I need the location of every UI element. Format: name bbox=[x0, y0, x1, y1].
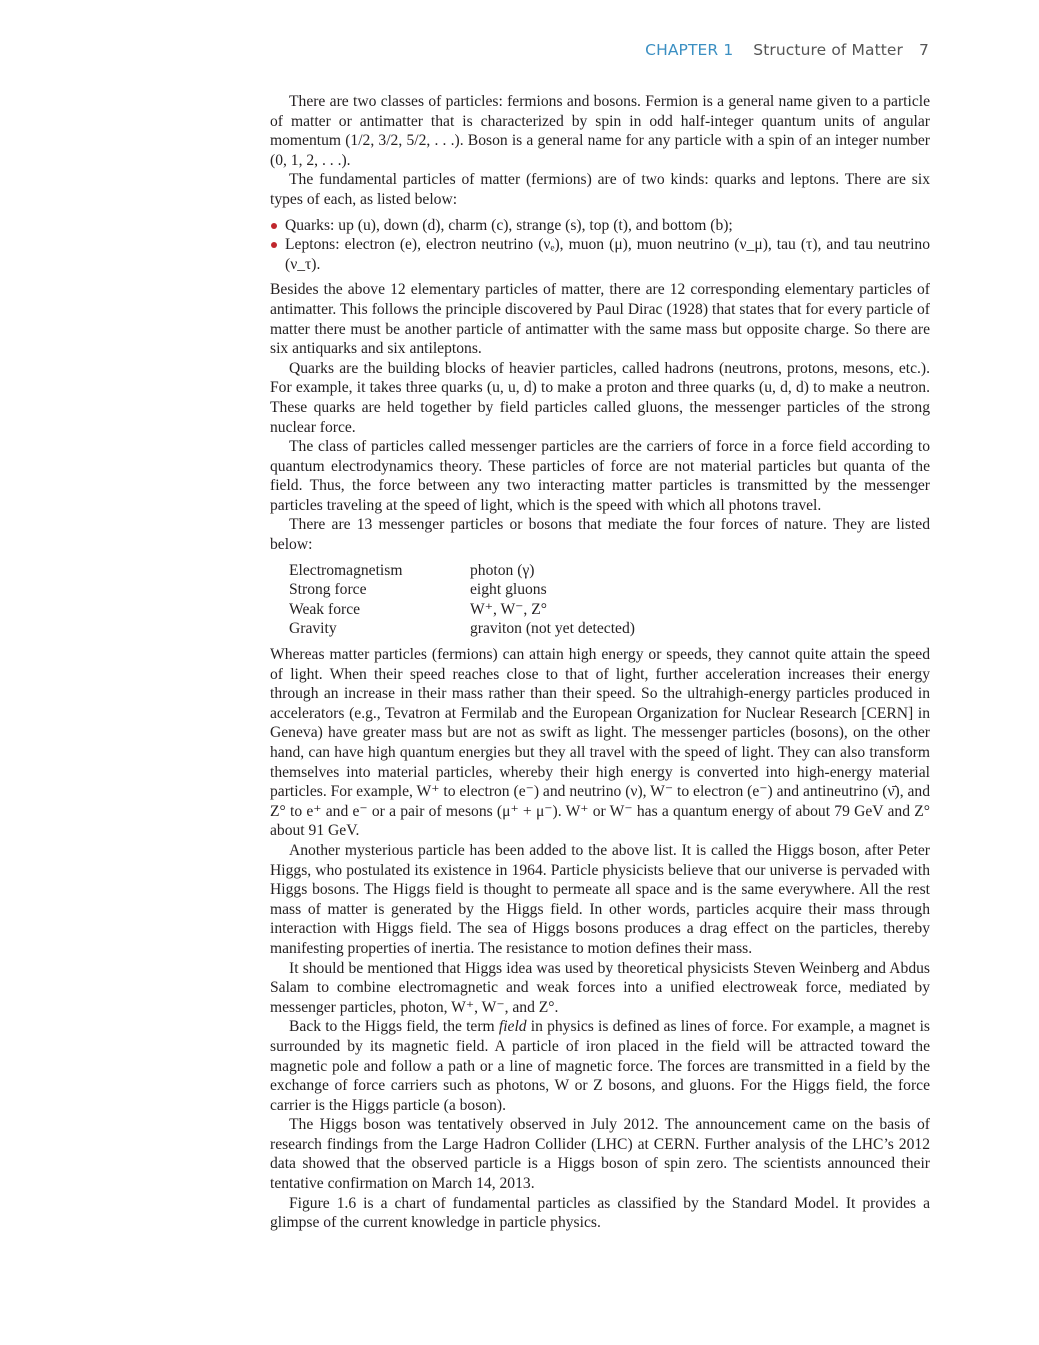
forces-table bbox=[289, 561, 635, 639]
table-row bbox=[289, 619, 635, 639]
chapter-title: Structure of Matter bbox=[753, 41, 904, 59]
paragraph: It should be mentioned that Higgs idea was used by theoretical physicists Steven Weinberg and Abdus Salam to combine electromagnetic and weak forces into a unified electroweak force, mediated by messenger particles, photon, W⁺, W⁻, and Z°. bbox=[270, 959, 930, 1016]
chapter-label: CHAPTER 1 bbox=[645, 41, 734, 59]
paragraph: Another mysterious particle has been added to the above list. It is called the Higgs boson, after Peter Higgs, who postulated its existence in 1964. Particle physicists believe that our universe is pervaded with Higgs bosons. The Higgs field is thought to permeate all space and is the same everywhere. All the rest mass of matter is generated by the Higgs field. In other words, particles acquire their mass through interaction with Higgs field. The sea of Higgs bosons produces a drag effect on the particles, thereby manifesting properties of inertia. The resistance to motion defines their mass. bbox=[270, 841, 930, 957]
paragraph: Quarks are the building blocks of heavier particles, called hadrons (neutrons, protons, mesons, etc.). For example, it takes three quarks (u, u, d) to make a proton and three quarks (u, d, d) to make a neutron. These quarks are held together by field particles called gluons, the messenger particles of the strong nuclear force. bbox=[270, 359, 930, 436]
running-header bbox=[645, 41, 929, 63]
emphasis-field: field bbox=[498, 1018, 527, 1036]
paragraph: The fundamental particles of matter (fermions) are of two kinds: quarks and leptons. There are six types of each, as listed below: bbox=[270, 171, 930, 208]
paragraph: Whereas matter particles (fermions) can attain high energy or speeds, they cannot quite attain the speed of light. When their speed reaches close to that of light, further acceleration increases their energy through an increase in their mass rather than their speed. So the ultrahigh-energy particles produced in accelerators (e.g., Tevatron at Fermilab and the European Organization for Nuclear Research [CERN] in Geneva) have greater mass but are not as swift as light. The messenger particles (bosons), on the other hand, can have high quantum energies but they all travel with the speed of light. They can also transform themselves into material particles, whereby their high energy is converted into high-energy material particles. For example, W⁺ to electron (e⁻) and neutrino (ν), W⁻ to electron (e⁻) and antineutrino (ν̄), and Z° to e⁺ and e⁻ or a pair of mesons (μ⁺ + μ⁻). W⁺ or W⁻ has a quantum energy of about 79 GeV and Z° about 91 GeV. bbox=[270, 646, 931, 840]
list-item-text: Quarks: up (u), down (d), charm (c), strange (s), top (t), and bottom (b); bbox=[285, 216, 733, 234]
table-row bbox=[289, 580, 635, 600]
list-item-text: Leptons: electron (e), electron neutrino (νₑ), muon (μ), muon neutrino (ν_μ), tau (τ), and tau neutrino (ν_τ). bbox=[285, 236, 930, 273]
paragraph: There are 13 messenger particles or bosons that mediate the four forces of nature. They are listed below: bbox=[270, 516, 930, 554]
force-name: Electromagnetism bbox=[289, 561, 403, 579]
page-number: 7 bbox=[919, 41, 929, 59]
list-item bbox=[270, 216, 930, 236]
body-text bbox=[270, 92, 930, 1233]
paragraph-text: in physics is defined as lines of force. For example, a magnet is surrounded by its magnetic field. A particle of iron placed in the field will be attracted toward the magnetic pole and follow a path or a line of magnetic force. The forces are transmitted in a field by the exchange of force carriers such as photons, W or Z bosons, and gluons. For the Higgs field, the force carrier is the Higgs particle (a boson). bbox=[270, 1018, 930, 1114]
force-name: Weak force bbox=[289, 600, 361, 618]
bullet-icon bbox=[271, 223, 277, 229]
table-row bbox=[289, 561, 635, 581]
paragraph: The class of particles called messenger particles are the carriers of force in a force field according to quantum electrodynamics theory. These particles of force are not material particles but quanta of the field. Thus, the force between any two interacting matter particles is transmitted by the messenger particles traveling at the speed of light, which is the speed with which all photons travel. bbox=[270, 438, 930, 514]
paragraph: Figure 1.6 is a chart of fundamental particles as classified by the Standard Model. It provides a glimpse of the current knowledge in particle physics. bbox=[270, 1194, 930, 1232]
force-carrier: W⁺, W⁻, Z° bbox=[470, 600, 547, 618]
force-carrier: graviton (not yet detected) bbox=[470, 620, 635, 638]
force-name: Gravity bbox=[289, 620, 337, 638]
paragraph: The Higgs boson was tentatively observed in July 2012. The announcement came on the basis of research findings from the Large Hadron Collider (LHC) at CERN. Further analysis of the LHC’s 2012 data showed that the observed particle is a Higgs boson of spin zero. The scientists announced their tentative confirmation on March 14, 2013. bbox=[270, 1116, 930, 1193]
table-row bbox=[289, 600, 635, 620]
list-item bbox=[270, 235, 930, 274]
bullet-icon bbox=[271, 242, 277, 248]
paragraph: Besides the above 12 elementary particles of matter, there are 12 corresponding elementary particles of antimatter. This follows the principle discovered by Paul Dirac (1928) that states that for every particle of matter there must be another particle of antimatter with the same mass but opposite charge. So there are six antiquarks and six antileptons. bbox=[270, 281, 930, 358]
force-name: Strong force bbox=[289, 581, 367, 599]
paragraph: There are two classes of particles: fermions and bosons. Fermion is a general name given to a particle of matter or antimatter that is characterized by spin in odd half-integer quantum units of angular momentum (1/2, 3/2, 5/2, . . .). Boson is a general name for any particle with a spin of an integer number (0, 1, 2, . . .). bbox=[270, 93, 930, 169]
fermion-list bbox=[270, 216, 930, 275]
paragraph bbox=[270, 1017, 930, 1115]
force-carrier: photon (γ) bbox=[470, 561, 535, 579]
paragraph-text: Back to the Higgs field, the term bbox=[289, 1018, 499, 1036]
force-carrier: eight gluons bbox=[470, 581, 547, 599]
